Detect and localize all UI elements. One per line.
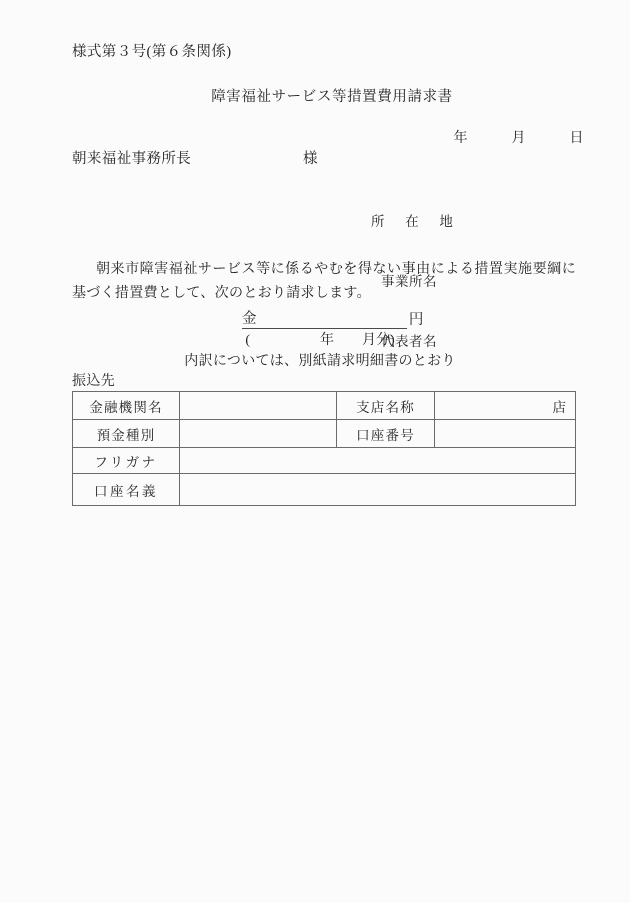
- form-number: 様式第３号(第６条関係): [72, 44, 232, 60]
- account-holder-label: 口座名義: [73, 474, 180, 506]
- deposit-type-label: 預金種別: [73, 420, 180, 448]
- deposit-type-field[interactable]: [180, 420, 337, 448]
- amount-input-blank[interactable]: [257, 311, 407, 329]
- table-row: [73, 392, 576, 420]
- page-title: 障害福祉サービス等措置費用請求書: [211, 89, 453, 105]
- account-number-field[interactable]: [435, 420, 576, 448]
- account-holder-field[interactable]: [180, 474, 576, 506]
- breakdown-note: 内訳については、別紙請求明細書のとおり: [184, 354, 456, 369]
- issuer-office-label: 事業所名: [381, 274, 437, 289]
- body-paragraph: 朝来市障害福祉サービス等に係るやむを得ない事由による措置実施要綱に基づく措置費として、次のとおり請求します。: [72, 262, 576, 301]
- amount-line: [242, 311, 423, 329]
- amount-unit-label: 円: [408, 311, 424, 328]
- branch-name-label: 支店名称: [337, 392, 435, 420]
- table-row: [73, 420, 576, 448]
- account-number-label: 口座番号: [337, 420, 435, 448]
- bank-name-field[interactable]: [180, 392, 337, 420]
- recipient-name: 朝来福祉事務所長: [72, 151, 192, 167]
- bank-details-table: [72, 391, 576, 506]
- period-line: ( 年 月分): [245, 333, 395, 348]
- issuer-location-label: 所 在 地: [371, 214, 457, 229]
- branch-name-field[interactable]: 店: [435, 392, 576, 420]
- account-kana-label: フリガナ: [73, 448, 180, 474]
- recipient-honorific: 様: [303, 151, 318, 167]
- date-line: 年 月 日: [453, 131, 584, 146]
- table-row: [73, 448, 576, 474]
- bank-section-label: 振込先: [72, 374, 116, 389]
- amount-label: 金: [242, 311, 257, 327]
- table-row: [73, 474, 576, 506]
- bank-name-label: 金融機関名: [73, 392, 180, 420]
- account-kana-field[interactable]: [180, 448, 576, 474]
- issuer-representative-label: 代表者名: [381, 334, 437, 349]
